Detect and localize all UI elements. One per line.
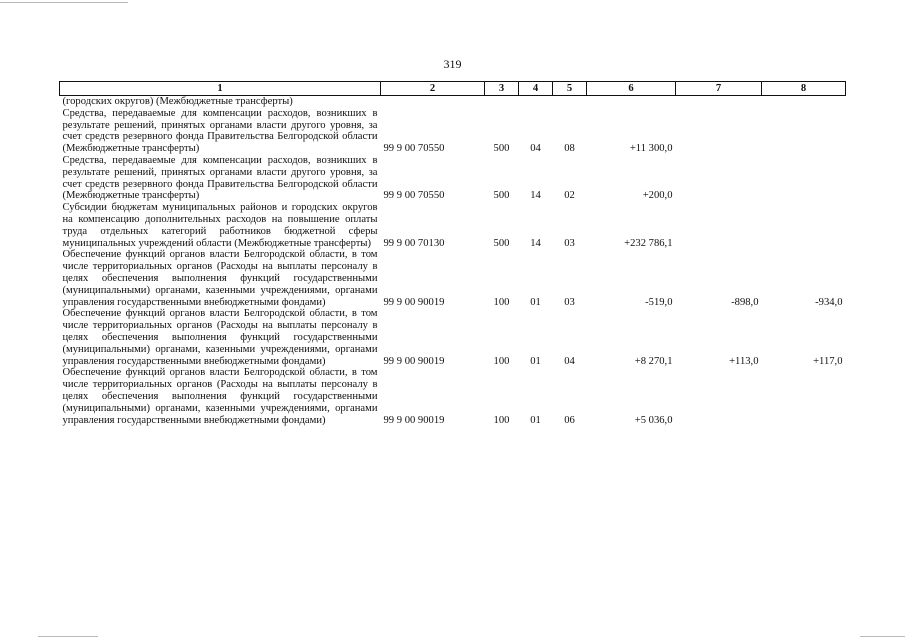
row-col-5: 03 — [564, 296, 575, 308]
row-col-4 — [519, 96, 553, 108]
row-col-8 — [762, 367, 846, 426]
table-row — [60, 96, 846, 108]
column-header-7: 7 — [676, 82, 762, 96]
row-col-3: 100 — [493, 296, 510, 308]
row-col-7 — [676, 202, 762, 249]
row-col-6: -519,0 — [645, 296, 673, 308]
row-col-6 — [587, 96, 676, 108]
table-row — [60, 108, 846, 155]
row-col-5: 06 — [564, 414, 575, 426]
table-header-row — [60, 82, 846, 96]
table-row — [60, 202, 846, 249]
row-col-6: +200,0 — [642, 190, 673, 202]
row-code: 99 9 00 90019 — [383, 296, 445, 308]
row-col-3: 100 — [493, 355, 510, 367]
row-col-8 — [762, 108, 846, 155]
budget-table — [59, 81, 846, 426]
row-col-7: +113,0 — [729, 355, 759, 367]
row-col-8 — [762, 155, 846, 202]
row-code: 99 9 00 90019 — [383, 355, 445, 367]
row-col-7 — [676, 96, 762, 108]
column-header-2: 2 — [381, 82, 485, 96]
row-description: Обеспечение функций органов власти Белгородской области, в том числе территориальных органов (Расходы на выплаты персоналу в целях обеспечения выполнения функций государственными (муниципальными) органами, казенными учреждениями, органами управления государственными внебюджетными фондами) — [62, 367, 378, 426]
row-col-3: 500 — [493, 237, 510, 249]
row-col-4: 01 — [530, 355, 541, 367]
row-col-5: 04 — [564, 355, 575, 367]
row-col-7 — [676, 155, 762, 202]
row-col-6: +5 036,0 — [634, 414, 673, 426]
row-description: (городских округов) (Межбюджетные трансферты) — [62, 96, 293, 107]
row-col-4: 01 — [530, 296, 541, 308]
row-col-4: 01 — [530, 414, 541, 426]
row-description: Обеспечение функций органов власти Белгородской области, в том числе территориальных органов (Расходы на выплаты персоналу в целях обеспечения выполнения функций государственными (муниципальными) органами, казенными учреждениями, органами управления государственными внебюджетными фондами) — [62, 308, 378, 367]
row-col-5: 08 — [564, 143, 575, 155]
page-number: 319 — [443, 57, 462, 71]
row-col-5: 02 — [564, 190, 575, 202]
column-header-6: 6 — [587, 82, 676, 96]
scan-edge-bottom-right — [860, 636, 905, 637]
row-col-7 — [676, 367, 762, 426]
row-col-5: 03 — [564, 237, 575, 249]
row-col-6: +8 270,1 — [634, 355, 673, 367]
row-description: Средства, передаваемые для компенсации расходов, возникших в результате решений, принятых органами власти другого уровня, за счет средств резервного фонда Правительства Белгородской области (Межбюджетные трансферты) — [62, 107, 378, 155]
row-col-3: 100 — [493, 414, 510, 426]
row-col-3: 500 — [493, 190, 510, 202]
row-col-8 — [762, 96, 846, 108]
row-code: 99 9 00 70550 — [383, 190, 445, 202]
row-col-6: +232 786,1 — [624, 237, 673, 249]
column-header-1: 1 — [60, 82, 381, 96]
table-row — [60, 155, 846, 202]
row-code: 99 9 00 90019 — [383, 414, 445, 426]
row-col-8: -934,0 — [815, 296, 843, 308]
column-header-8: 8 — [762, 82, 846, 96]
row-col-4: 14 — [530, 237, 541, 249]
row-code: 99 9 00 70130 — [383, 237, 445, 249]
row-col-8: +117,0 — [813, 355, 843, 367]
row-col-8 — [762, 202, 846, 249]
scan-edge-bottom-left — [38, 636, 98, 637]
column-header-5: 5 — [553, 82, 587, 96]
row-description: Субсидии бюджетам муниципальных районов и городских округов на компенсацию дополнительных расходов на повышение оплаты труда отдельных категорий работников бюджетной сферы муниципальных учреждений области (Межбюджетные трансферты) — [62, 202, 378, 249]
row-code: 99 9 00 70550 — [383, 143, 445, 155]
column-header-4: 4 — [519, 82, 553, 96]
row-col-4: 04 — [530, 143, 541, 155]
row-col-3 — [485, 96, 519, 108]
table-row — [60, 249, 846, 308]
row-description: Средства, передаваемые для компенсации расходов, возникших в результате решений, принятых органами власти другого уровня, за счет средств резервного фонда Правительства Белгородской области (Межбюджетные трансферты) — [62, 154, 378, 202]
column-header-3: 3 — [485, 82, 519, 96]
row-col-7 — [676, 108, 762, 155]
row-code — [381, 96, 485, 108]
table-row — [60, 367, 846, 426]
row-description: Обеспечение функций органов власти Белгородской области, в том числе территориальных органов (Расходы на выплаты персоналу в целях обеспечения выполнения функций государственными (муниципальными) органами, казенными учреждениями, органами управления государственными внебюджетными фондами) — [62, 249, 378, 308]
scan-edge-top-left — [0, 2, 128, 3]
row-col-4: 14 — [530, 190, 541, 202]
row-col-6: +11 300,0 — [629, 143, 673, 155]
row-col-5 — [553, 96, 587, 108]
table-row — [60, 308, 846, 367]
row-col-7: -898,0 — [731, 296, 759, 308]
row-col-3: 500 — [493, 143, 510, 155]
